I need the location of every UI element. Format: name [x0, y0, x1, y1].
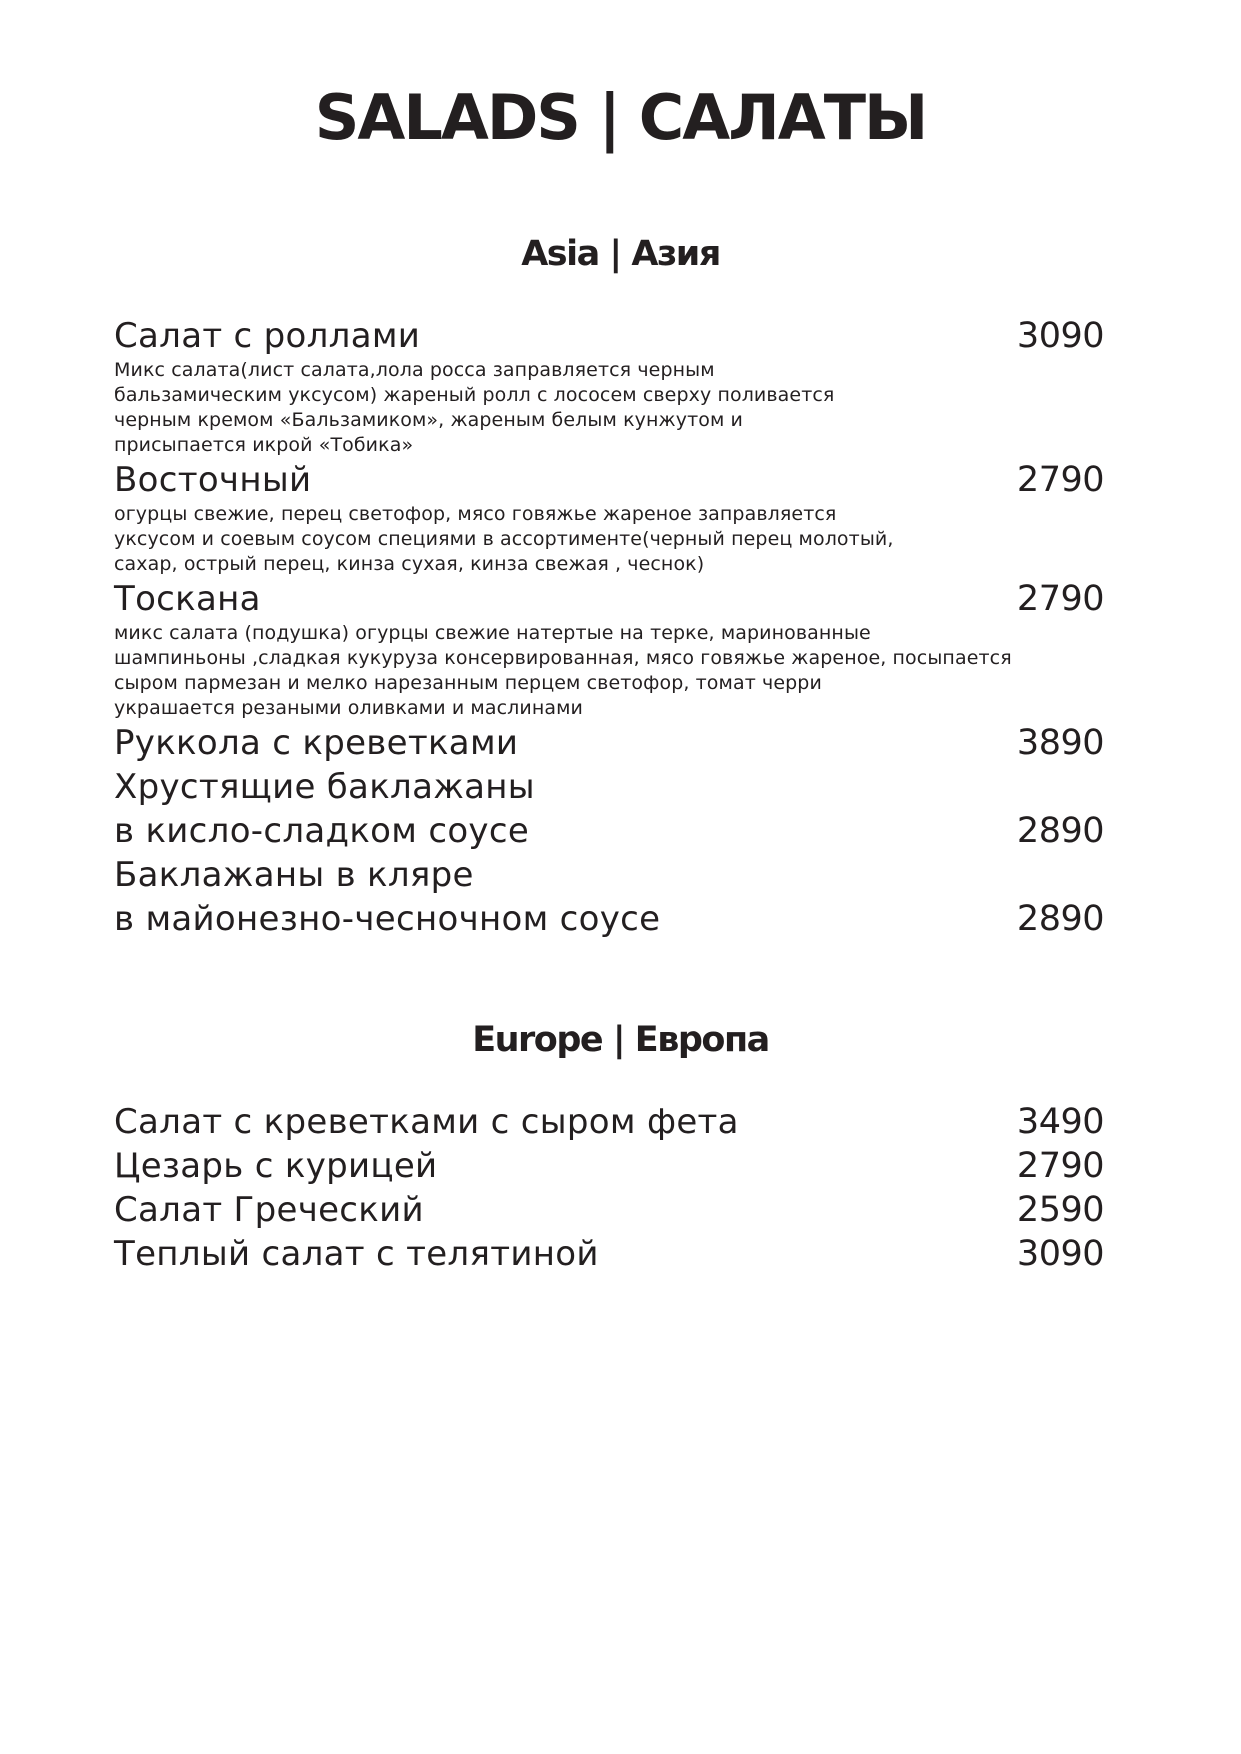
menu-item-description — [114, 358, 1104, 458]
menu-item-name — [114, 853, 1104, 941]
menu-item — [114, 314, 1104, 458]
menu-item — [114, 577, 1104, 721]
menu-item-price: 2890 — [1016, 811, 1104, 851]
menu-item-name-line: Руккола с креветками — [114, 723, 519, 763]
menu-item — [114, 458, 1104, 577]
menu-item-description-line: бальзамическим уксусом) жареный ролл с лососем сверху поливается — [114, 384, 835, 406]
menu-item — [114, 1144, 1104, 1188]
menu-item-description-line: уксусом и соевым соусом специями в ассортименте(черный перец молотый, — [114, 528, 894, 550]
menu-item-description-line: шампиньоны ,сладкая кукуруза консервированная, мясо говяжье жареное, посыпается — [114, 647, 1012, 669]
section-title-europe: Europe | Европа — [472, 1020, 769, 1060]
menu-item-description-line: сахар, острый перец, кинза сухая, кинза свежая , чеснок) — [114, 553, 705, 575]
menu-item-price: 2790 — [1016, 460, 1104, 500]
menu-item-name-line: Тоскана — [114, 579, 261, 619]
menu-item-price: 3890 — [1016, 723, 1104, 763]
menu-item-description-line: присыпается икрой «Тобика» — [114, 434, 414, 456]
menu-item-name-line: Салат с креветками с сыром фета — [114, 1102, 739, 1142]
menu-item-price: 3090 — [1016, 316, 1104, 356]
menu-item-name-line: в кисло-сладком соусе — [114, 811, 530, 851]
menu-item-name — [114, 577, 1104, 621]
menu-item-name — [114, 765, 1104, 853]
menu-item-description — [114, 502, 1104, 577]
menu-item-description-line: черным кремом «Бальзамиком», жареным белым кунжутом и — [114, 409, 743, 431]
menu-item — [114, 721, 1104, 765]
menu-item-name-line: Баклажаны в кляре — [114, 855, 474, 895]
menu-item-description-line: микс салата (подушка) огурцы свежие натертые на терке, маринованные — [114, 622, 871, 644]
menu-item-description-line: сыром пармезан и мелко нарезанным перцем светофор, томат черри — [114, 672, 822, 694]
page-title: SALADS | САЛАТЫ — [314, 81, 927, 154]
menu-item — [114, 1100, 1104, 1144]
menu-item-name-line: Салат Греческий — [114, 1190, 424, 1230]
menu-item — [114, 853, 1104, 941]
menu-item-price: 2590 — [1016, 1190, 1104, 1230]
menu-item-description-line: огурцы свежие, перец светофор, мясо говяжье жареное заправляется — [114, 503, 837, 525]
menu-item-name-line: в майонезно-чесночном соусе — [114, 899, 661, 939]
menu-item-name — [114, 1144, 1104, 1188]
menu-item-name — [114, 1100, 1104, 1144]
menu-item — [114, 1188, 1104, 1232]
menu-item-price: 2790 — [1016, 579, 1104, 619]
menu-item-name — [114, 458, 1104, 502]
menu-item-name-line: Теплый салат с телятиной — [114, 1234, 599, 1274]
menu-item — [114, 765, 1104, 853]
menu-item-name — [114, 314, 1104, 358]
menu-item-name-line: Хрустящие баклажаны — [114, 767, 535, 807]
menu-item-price: 3090 — [1016, 1234, 1104, 1274]
menu-item-price: 2890 — [1016, 899, 1104, 939]
section-title-asia: Asia | Азия — [521, 234, 720, 274]
menu-item-name — [114, 1232, 1104, 1276]
menu-list-asia — [114, 314, 1104, 941]
menu-item-name-line: Восточный — [114, 460, 312, 500]
menu-item-description-line: Микс салата(лист салата,лола росса заправляется черным — [114, 359, 715, 381]
menu-item-price: 2790 — [1016, 1146, 1104, 1186]
menu-item-name-line: Цезарь с курицей — [114, 1146, 438, 1186]
menu-item-description — [114, 621, 1104, 721]
menu-item-description-line: украшается резаными оливками и маслинами — [114, 697, 583, 719]
menu-item — [114, 1232, 1104, 1276]
menu-item-name-line: Салат с роллами — [114, 316, 421, 356]
menu-item-name — [114, 721, 1104, 765]
menu-item-name — [114, 1188, 1104, 1232]
menu-item-price: 3490 — [1016, 1102, 1104, 1142]
menu-list-europe — [114, 1100, 1104, 1276]
